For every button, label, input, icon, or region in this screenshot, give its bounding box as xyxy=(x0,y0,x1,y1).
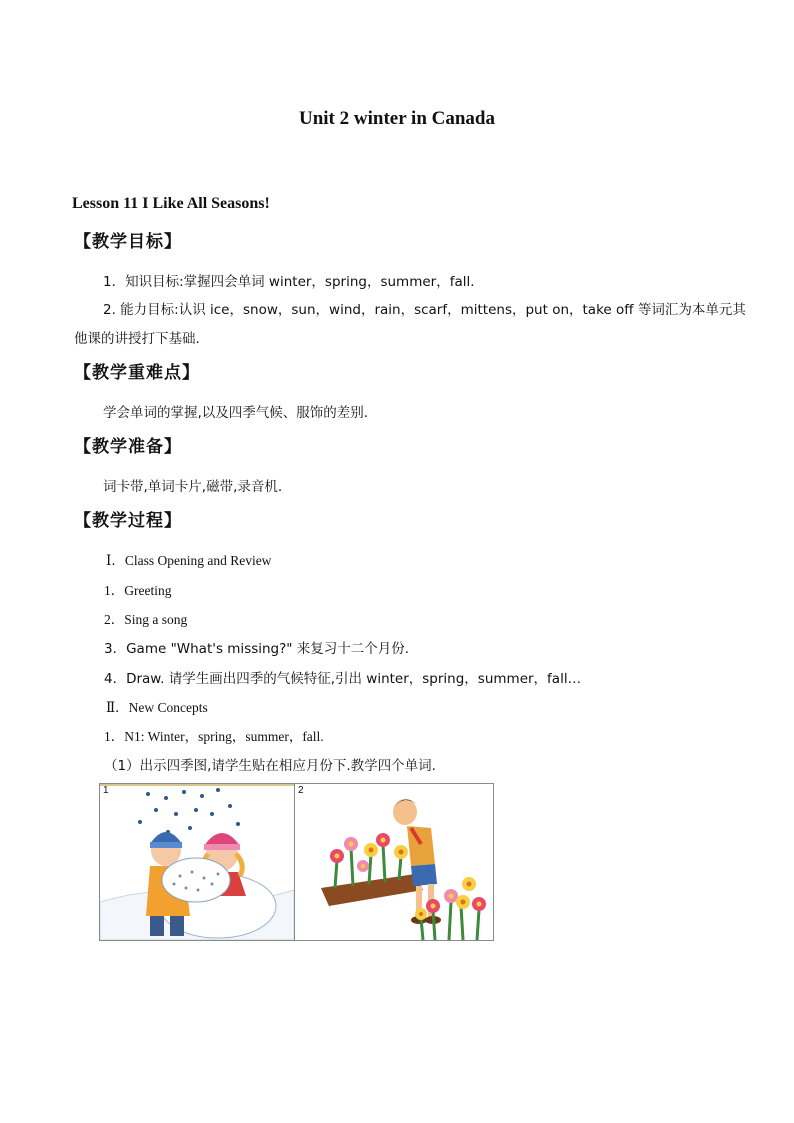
section-heading-keypoints: 【教学重难点】 xyxy=(74,363,200,383)
page-title: Unit 2 winter in Canada xyxy=(298,108,495,129)
prep-line-1: 词卡带,单词卡片,磁带,录音机. xyxy=(103,479,283,495)
goals-line-2: 2. 能力目标:认识 ice，snow，sun，wind，rain，scarf，mittens，put on，take off 等词汇为本单元其 xyxy=(103,302,746,318)
winter-picture xyxy=(99,783,295,941)
goals-line-3: 他课的讲授打下基础. xyxy=(74,331,200,347)
process-line-6: Ⅱ．New Concepts xyxy=(106,700,208,715)
process-line-2: 1．Greeting xyxy=(104,583,172,598)
section-heading-goals: 【教学目标】 xyxy=(74,232,182,252)
process-line-5: 4．Draw. 请学生画出四季的气候特征,引出 winter，spring，summer，fall… xyxy=(104,671,582,687)
spring-picture xyxy=(294,783,494,941)
process-line-1: Ⅰ．Class Opening and Review xyxy=(106,553,272,568)
process-line-4: 3．Game "What's missing?" 来复习十二个月份. xyxy=(104,641,410,657)
lesson-title: Lesson 11 I Like All Seasons! xyxy=(72,195,270,212)
process-line-7: 1．N1: Winter，spring，summer，fall. xyxy=(104,729,324,744)
panel-number-1: 1 xyxy=(103,785,109,796)
keypoints-line-1: 学会单词的掌握,以及四季气候、服饰的差别. xyxy=(103,405,369,421)
goals-line-1: 1．知识目标:掌握四会单词 winter，spring，summer，fall. xyxy=(103,274,475,290)
process-line-8: （1）出示四季图,请学生贴在相应月份下.教学四个单词. xyxy=(104,758,436,774)
panel-number-2: 2 xyxy=(298,785,304,796)
process-line-3: 2．Sing a song xyxy=(104,612,188,627)
section-heading-process: 【教学过程】 xyxy=(74,511,182,531)
section-heading-prep: 【教学准备】 xyxy=(74,437,182,457)
